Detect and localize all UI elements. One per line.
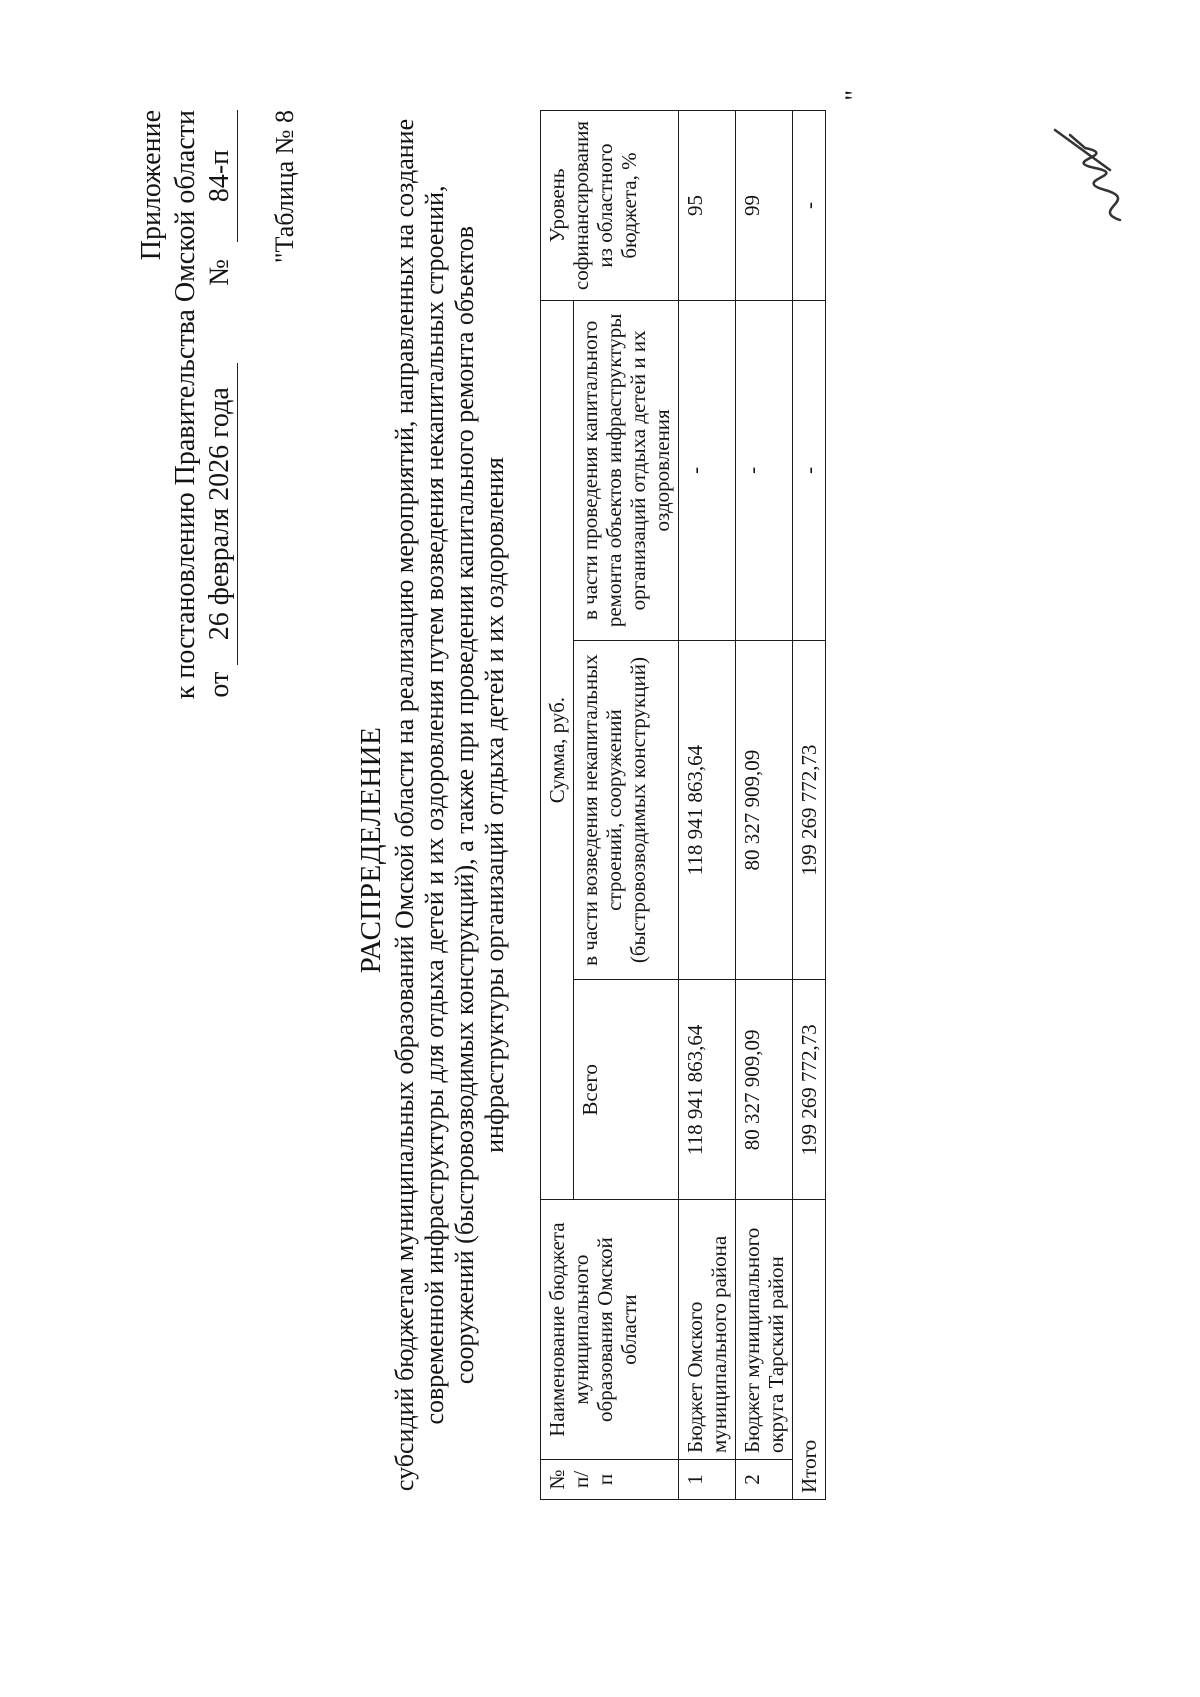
resolution-date-number	[203, 110, 238, 770]
closing-quote: "	[840, 90, 869, 101]
cell-repair: -	[793, 301, 826, 641]
cell-name: Бюджет Омского муниципального района	[679, 1200, 736, 1460]
table-row	[679, 111, 736, 1500]
number-sign: №	[204, 259, 235, 286]
resolution-number: 84-п	[203, 110, 238, 242]
cell-total: 118 941 863,64	[679, 980, 736, 1200]
cell-num: 1	[679, 1460, 736, 1500]
subtitle-line: сооружений (быстровозводимых конструкций), а также при проведении капитального ремонта объектов	[450, 225, 479, 1385]
document-title: РАСПРЕДЕЛЕНИЕ	[355, 726, 387, 974]
subtitle-line: инфраструктуры организаций отдыха детей и их оздоровления	[480, 457, 509, 1153]
cell-name: Бюджет муниципального округа Тарский район	[736, 1200, 793, 1460]
table-label: "Таблица № 8	[270, 110, 299, 264]
header-total: Всего	[574, 980, 679, 1200]
document-subtitle	[390, 110, 510, 1500]
header-noncapital: в части возведения некапитальных строений, сооружений (быстровозводимых конструкций)	[574, 640, 679, 980]
table-total-row	[793, 111, 826, 1500]
cell-repair: -	[679, 301, 736, 641]
cell-total: 80 327 909,09	[736, 980, 793, 1200]
cell-level: -	[793, 111, 826, 301]
header-num: № п/п	[541, 1460, 679, 1500]
appendix-label: Приложение	[136, 110, 167, 261]
resolution-reference: к постановлению Правительства Омской области	[170, 110, 201, 700]
resolution-date: 26 февраля 2026 года	[203, 363, 238, 665]
subtitle-line: субсидий бюджетам муниципальных образований Омской области на реализацию мероприятий, направленных на создание	[390, 118, 419, 1492]
cell-level: 99	[736, 111, 793, 301]
cell-noncapital: 199 269 772,73	[793, 640, 826, 980]
cell-total: 199 269 772,73	[793, 980, 826, 1200]
distribution-table	[540, 110, 826, 1500]
table-row	[736, 111, 793, 1500]
header-sum-group: Сумма, руб.	[541, 301, 574, 1200]
cell-level: 95	[679, 111, 736, 301]
cell-noncapital: 80 327 909,09	[736, 640, 793, 980]
subtitle-line: современной инфраструктуры для отдыха детей и их оздоровления путем возведения некапитальных строений,	[420, 185, 449, 1425]
header-name: Наименование бюджета муниципального образования Омской области	[541, 1200, 679, 1460]
cell-noncapital: 118 941 863,64	[679, 640, 736, 980]
header-repair: в части проведения капитального ремонта объектов инфраструктуры организаций отдыха детей и их оздоровления	[574, 301, 679, 641]
from-prefix: от	[204, 671, 235, 698]
header-level: Уровень софинансирования из областного бюджета, %	[541, 111, 679, 301]
cell-total-label: Итого	[793, 1200, 826, 1500]
cell-num: 2	[736, 1460, 793, 1500]
appendix-header	[135, 110, 238, 770]
handwritten-signature	[1050, 110, 1160, 230]
cell-repair: -	[736, 301, 793, 641]
table-header-row	[541, 111, 574, 1500]
document-page	[10, 50, 1200, 1650]
